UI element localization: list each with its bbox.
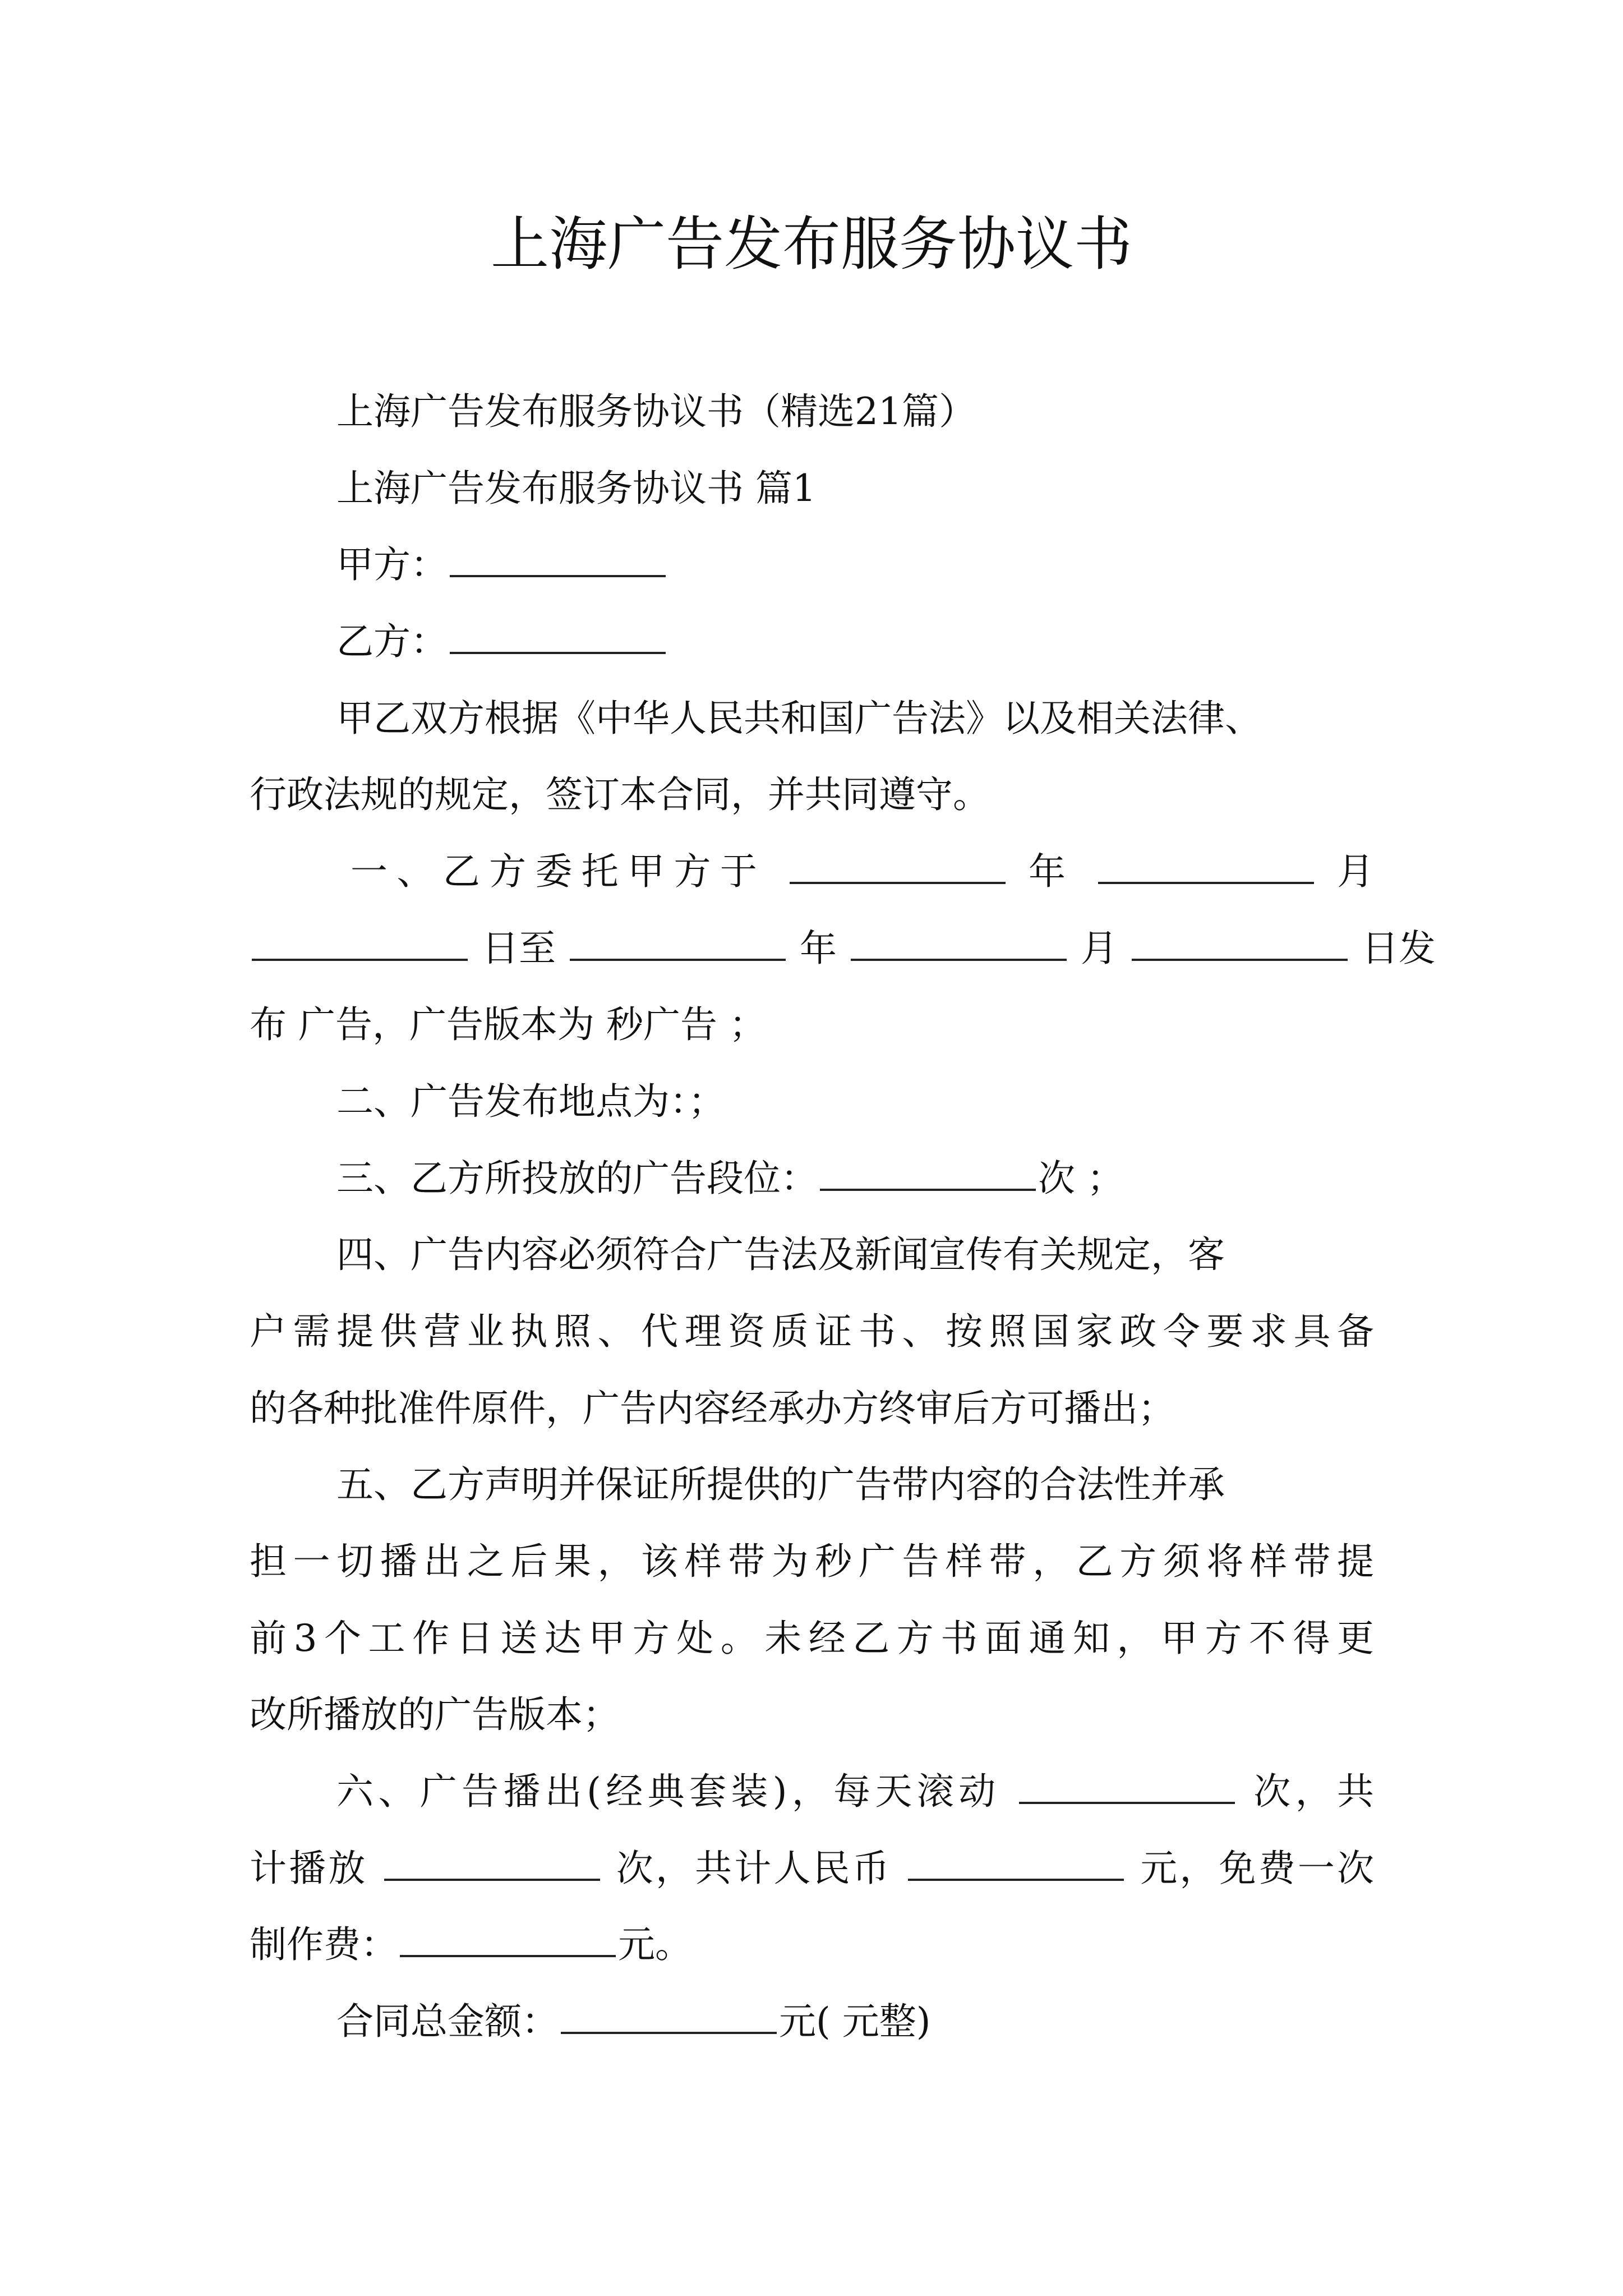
- clause-4-line-1: 四、广告内容必须符合广告法及新闻宣传有关规定，客: [336, 1233, 1225, 1276]
- clause-5-line-3: 前3个工作日送达甲方处。未经乙方书面通知，甲方不得更: [250, 1617, 1374, 1660]
- section-heading: 上海广告发布服务协议书 篇1: [336, 467, 816, 510]
- clause-3-suffix: 次 ；: [1038, 1157, 1124, 1200]
- clause-3-blank: [820, 1156, 1036, 1191]
- clause-5-line-2: 担一切播出之后果，该样带为秒广告样带，乙方须将样带提: [250, 1540, 1374, 1583]
- clause-4-line-3: 的各种批准件原件，广告内容经承办方终审后方可播出；: [250, 1387, 1175, 1430]
- clause-2: 二、广告发布地点为：；: [336, 1080, 725, 1123]
- party-b-line: [336, 617, 668, 666]
- clause-1-year-blank-1: [790, 849, 1006, 884]
- clause-6-daily-blank: [1019, 1769, 1235, 1804]
- clause-6-daily-suffix: 次，共: [1253, 1770, 1375, 1813]
- intro-line-2: 行政法规的规定，签订本合同，并共同遵守。: [250, 773, 990, 816]
- party-b-blank: [450, 619, 666, 654]
- clause-5-line-4: 改所播放的广告版本；: [250, 1693, 620, 1736]
- clause-6-rmb-blank: [908, 1846, 1124, 1881]
- document-subtitle: 上海广告发布服务协议书（精选21篇）: [336, 390, 976, 433]
- clause-1-month-label-2: 月: [1080, 927, 1118, 970]
- intro-line-1: 甲乙双方根据《中华人民共和国广告法》以及相关法律、: [336, 697, 1262, 740]
- total-amount-blank: [561, 1999, 777, 2034]
- clause-6-free-label: 元，免费一次: [1140, 1847, 1375, 1890]
- clause-6-line-3: [250, 1920, 692, 1970]
- clause-3: [336, 1154, 1124, 1203]
- clause-6-rmb-label: 次，共计人民币: [616, 1847, 892, 1890]
- total-amount-line: [336, 1997, 930, 2046]
- clause-1-line-3: 布 广告，广告版本为 秒广告 ；: [250, 1003, 766, 1046]
- clause-1-year-blank-2: [570, 926, 786, 961]
- clause-1-day-blank-1: [252, 926, 468, 961]
- clause-1-day-label-2: 日发: [1361, 927, 1436, 970]
- clause-6-line-1: [336, 1767, 1374, 1816]
- clause-5-line-1: 五、乙方声明并保证所提供的广告带内容的合法性并承: [336, 1463, 1225, 1506]
- clause-3-text: 三、乙方所投放的广告段位：: [336, 1157, 818, 1200]
- clause-6-fee-label: 制作费：: [250, 1923, 398, 1966]
- clause-1-month-label-1: 月: [1337, 850, 1375, 893]
- clause-6-plays-label: 计播放: [250, 1847, 368, 1890]
- clause-1-line-2: [250, 924, 1436, 973]
- party-a-label: 甲方：: [336, 543, 448, 586]
- clause-1-year-label-2: 年: [799, 927, 837, 970]
- clause-4-line-2: 户需提供营业执照、代理资质证书、按照国家政令要求具备: [250, 1310, 1374, 1353]
- clause-1-day-label-1: 日至: [481, 927, 556, 970]
- party-b-label: 乙方：: [336, 620, 448, 663]
- clause-1-line-1: [351, 847, 1374, 896]
- total-amount-suffix: 元( 元整): [779, 2000, 931, 2043]
- clause-1-day-blank-2: [1132, 926, 1348, 961]
- clause-1-year-label-1: 年: [1028, 850, 1075, 893]
- clause-1-month-blank-1: [1098, 849, 1314, 884]
- clause-6-line-2: [250, 1844, 1374, 1893]
- party-a-line: [336, 540, 668, 590]
- clause-6-plays-blank: [384, 1846, 600, 1881]
- clause-6-fee-blank: [400, 1922, 616, 1957]
- clause-6-fee-suffix: 元。: [618, 1923, 692, 1966]
- party-a-blank: [450, 542, 666, 577]
- clause-6-text: 六、广告播出(经典套装)，每天滚动: [336, 1770, 1000, 1813]
- clause-1-text: 一、乙方委托甲方于: [351, 850, 767, 893]
- total-amount-label: 合同总金额：: [336, 2000, 559, 2043]
- document-title: 上海广告发布服务协议书: [490, 210, 1132, 278]
- clause-1-month-blank-2: [851, 926, 1067, 961]
